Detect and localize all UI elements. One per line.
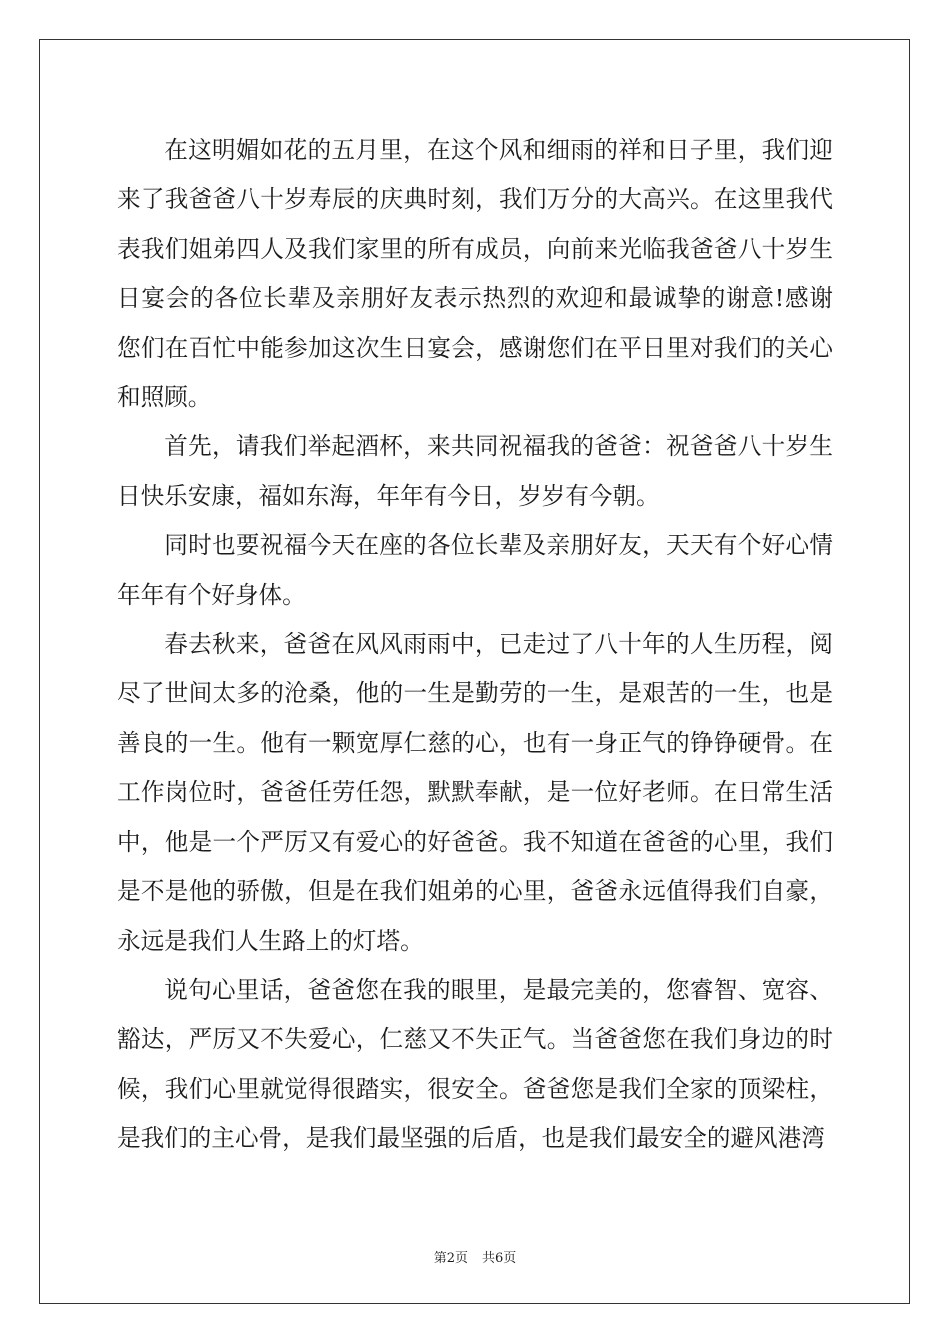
page-total: 共6页 [482, 1251, 517, 1266]
paragraph-5: 说句心里话，爸爸您在我的眼里，是最完美的，您睿智、宽容、豁达，严厉又不失爱心，仁慈又不失正气。当爸爸您在我们身边的时候，我们心里就觉得很踏实，很安全。爸爸您是我们全家的顶梁柱，是我们的主心骨，是我们最坚强的后盾，也是我们最安全的避风港湾 [117, 975, 833, 1153]
paragraph-1: 在这明媚如花的五月里，在这个风和细雨的祥和日子里，我们迎来了我爸爸八十岁寿辰的庆典时刻，我们万分的大高兴。在这里我代表我们姐弟四人及我们家里的所有成员，向前来光临我爸爸八十岁生日宴会的各位长辈及亲朋好友表示热烈的欢迎和最诚挚的谢意!感谢您们在百忙中能参加这次生日宴会，感谢您们在平日里对我们的关心和照顾。 [117, 136, 833, 412]
paragraph-3: 同时也要祝福今天在座的各位长辈及亲朋好友，天天有个好心情年年有个好身体。 [117, 531, 833, 609]
document-body [117, 126, 833, 1164]
page-footer [0, 1247, 950, 1266]
paragraph-4: 春去秋来，爸爸在风风雨雨中，已走过了八十年的人生历程，阅尽了世间太多的沧桑，他的一生是勤劳的一生，是艰苦的一生，也是善良的一生。他有一颗宽厚仁慈的心，也有一身正气的铮铮硬骨。在工作岗位时，爸爸任劳任怨，默默奉献，是一位好老师。在日常生活中，他是一个严厉又有爱心的好爸爸。我不知道在爸爸的心里，我们是不是他的骄傲，但是在我们姐弟的心里，爸爸永远值得我们自豪，永远是我们人生路上的灯塔。 [117, 630, 833, 955]
paragraph-2: 首先，请我们举起酒杯，来共同祝福我的爸爸：祝爸爸八十岁生日快乐安康，福如东海，年年有今日，岁岁有今朝。 [117, 432, 833, 510]
page-number: 第2页 [433, 1251, 468, 1266]
